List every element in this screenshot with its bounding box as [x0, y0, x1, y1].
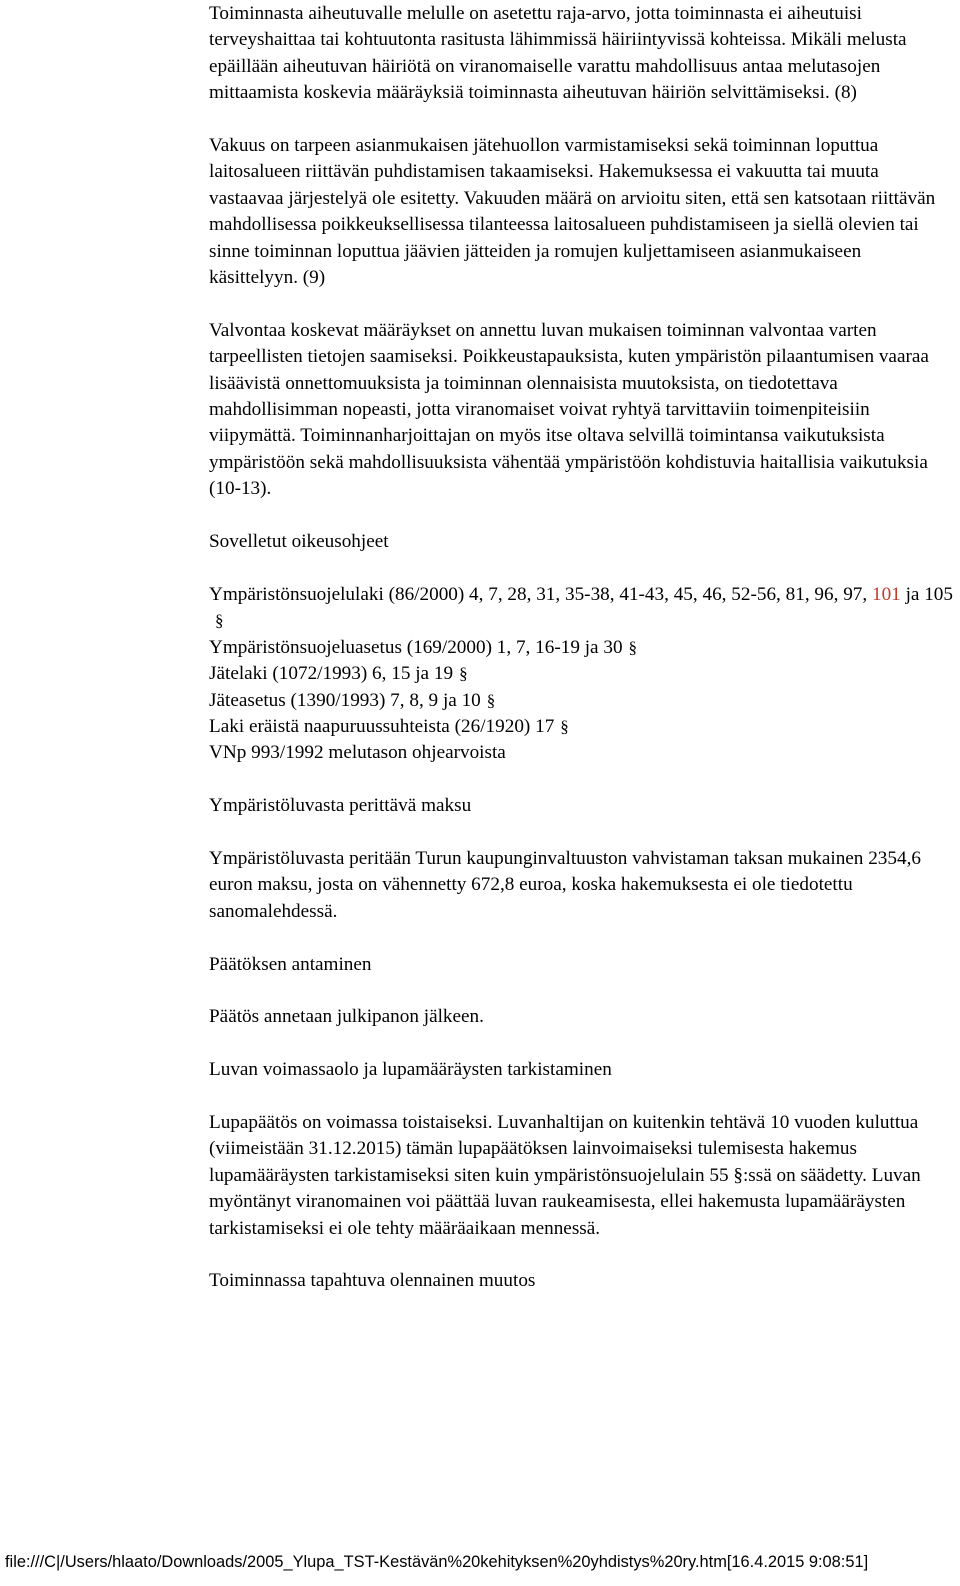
law-text: Jätelaki (1072/1993) 6, 15 ja 19: [209, 663, 454, 685]
heading-substantial-change: Toiminnassa tapahtuva olennainen muutos: [209, 1270, 536, 1292]
paragraph-guarantee: Vakuus on tarpeen asianmukaisen jätehuollon varmistamiseksi sekä toiminnan loputtua laitosalueen riittävän puhdistamisen takaamiseksi. Hakemuksessa ei vakuutta tai muuta vastaavaa järjestelyä ole esitetty. Vakuuden määrä on arvioitu siten, että sen katsotaan riittävän mahdollisessa poikkeuksellisessa tilanteessa laitosalueen puhdistamiseen ja siellä olevien tai sinne toiminnan loputtua jäävien jätteiden ja romujen kuljettamiseen asianmukaiseen käsittelyyn. (9): [209, 135, 936, 289]
paragraph-decision-issue: Päätös annetaan julkipanon jälkeen.: [209, 1006, 484, 1028]
law-text: VNp 993/1992 melutason ohjearvoista: [209, 742, 506, 764]
law-item-waste-decree: [209, 688, 954, 714]
law-item-neighbour-relations-act: [209, 714, 954, 740]
heading-decision-issue: Päätöksen antaminen: [209, 953, 372, 975]
heading-applied-law: Sovelletut oikeusohjeet: [209, 531, 389, 553]
heading-validity: Luvan voimassaolo ja lupamääräysten tarkistaminen: [209, 1059, 612, 1081]
law-item-environmental-protection-decree: [209, 635, 954, 661]
paragraph-fee: Ympäristöluvasta peritään Turun kaupunginvaltuuston vahvistaman taksan mukainen 2354,6 euron maksu, josta on vähennetty 672,8 euroa, koska hakemuksesta ei ole tiedotettu sanomalehdessä.: [209, 847, 921, 922]
section-sign-icon: §: [215, 611, 224, 631]
print-footer-url: file:///C|/Users/hlaato/Downloads/2005_Ylupa_TST-Kestävän%20kehityksen%20yhdistys%20ry.htm[16.4.2015 9:08:51]: [5, 1553, 869, 1571]
law-text: Ympäristönsuojeluasetus (169/2000) 1, 7, 16-19 ja 30: [209, 636, 623, 658]
law-text-end: ja 105: [900, 583, 953, 605]
paragraph-validity: Lupapäätös on voimassa toistaiseksi. Luvanhaltijan on kuitenkin tehtävä 10 vuoden kuluttua (viimeistään 31.12.2015) tämän lupapäätöksen lainvoimaiseksi tulemisesta hakemus lupamääräysten tarkistamiseksi siten kuin ympäristönsuojelulain 55 §:ssä on säädetty. Luvan myöntänyt viranomainen voi päättää luvan raukeamisesta, ellei hakemusta lupamääräysten tarkistamiseksi ei ole tehty määräaikaan mennessä.: [209, 1111, 921, 1239]
law-item-noise-guidelines: [209, 740, 954, 766]
section-sign-icon: §: [628, 637, 638, 657]
law-text: Jäteasetus (1390/1993) 7, 8, 9 ja 10: [209, 689, 481, 711]
section-101-link[interactable]: 101: [871, 583, 901, 605]
law-text: Laki eräistä naapuruussuhteista (26/1920) 17: [209, 715, 555, 737]
section-sign-icon: §: [486, 690, 496, 710]
law-item-environmental-protection-act: [209, 582, 954, 635]
paragraph-noise: Toiminnasta aiheutuvalle melulle on asetettu raja-arvo, jotta toiminnasta ei aiheutuisi terveyshaittaa tai kohtuutonta rasitusta lähimmissä häiriintyvissä kohteissa. Mikäli melusta epäillään aiheutuvan häiriötä on viranomaiselle varattu mahdollisuus antaa melutasojen mittaamista koskevia määräyksiä toiminnasta aiheutuvan häiriön selvittämiseksi. (8): [209, 3, 907, 104]
paragraph-supervision: Valvontaa koskevat määräykset on annettu luvan mukaisen toiminnan valvontaa varten tarpeellisten tietojen saamiseksi. Poikkeustapauksista, kuten ympäristön pilaantumisen vaaraa lisäävistä onnettomuuksista ja toiminnan olennaisista muutoksista, on tiedotettava mahdollisimman nopeasti, jotta viranomaiset voivat ryhtyä tarvittaviin toimenpiteisiin viipymättä. Toiminnanharjoittajan on myös itse oltava selvillä toimintansa vaikutuksista ympäristöön sekä mahdollisuuksista vähentää ympäristöön kohdistuvia haitallisia vaikutuksia (10-13).: [209, 319, 929, 500]
law-list: [209, 582, 954, 767]
document-body: [209, 1, 954, 1321]
law-item-waste-act: [209, 661, 954, 687]
section-sign-icon: §: [560, 716, 569, 736]
law-text: Ympäristönsuojelulaki (86/2000) 4, 7, 28, 31, 35-38, 41-43, 45, 46, 52-56, 81, 96, 97,: [209, 583, 872, 605]
section-sign-icon: §: [459, 664, 468, 684]
heading-fee: Ympäristöluvasta perittävä maksu: [209, 795, 472, 817]
